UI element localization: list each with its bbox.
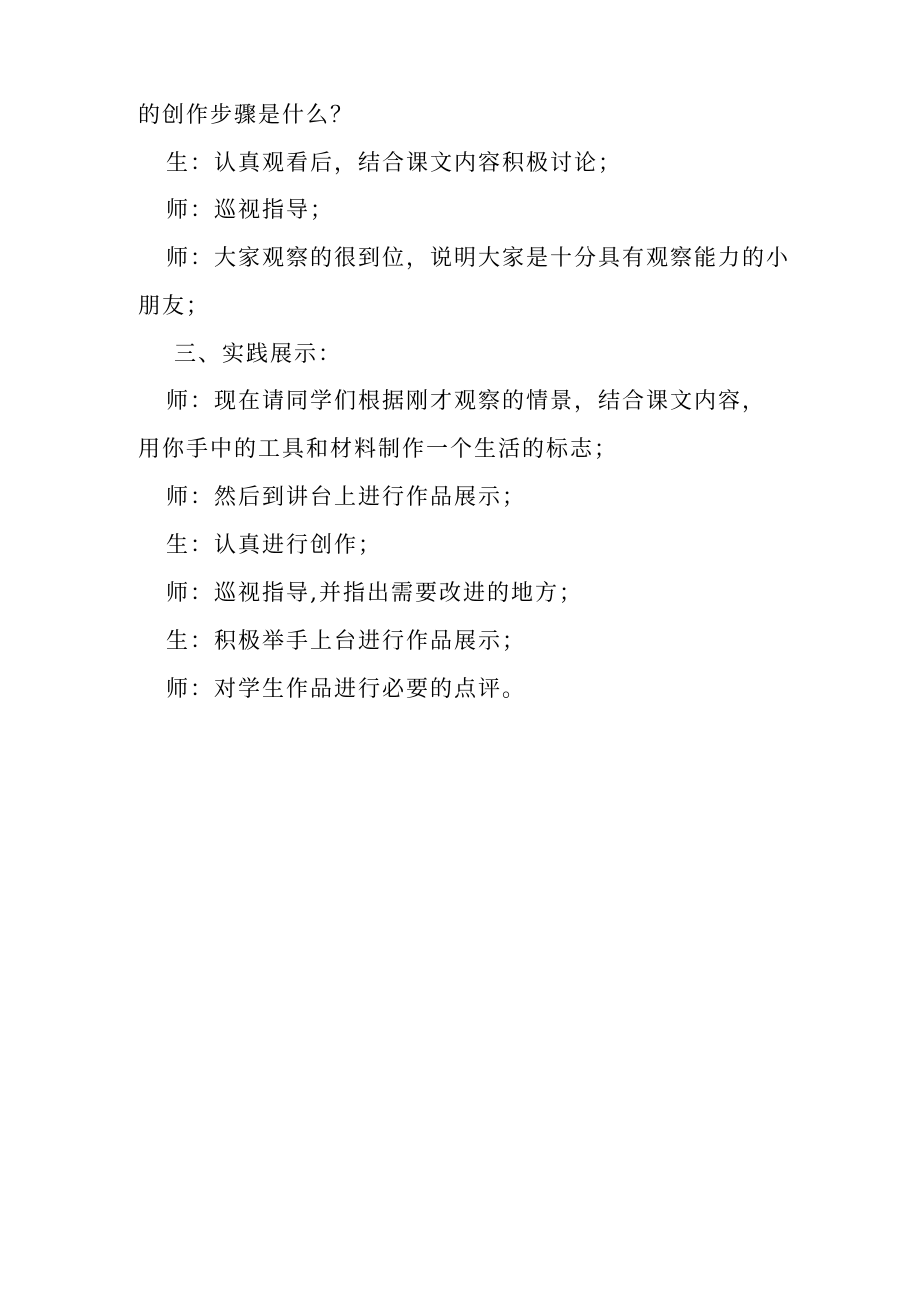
text-line: 生：认真进行创作； bbox=[166, 533, 383, 558]
text-line: 生：积极举手上台进行作品展示； bbox=[166, 629, 527, 654]
text-line: 师：现在请同学们根据刚才观察的情景，结合课文内容， bbox=[166, 389, 767, 414]
text-line: 生：认真观看后，结合课文内容积极讨论； bbox=[166, 151, 623, 176]
text-line: 师：大家观察的很到位，说明大家是十分具有观察能力的小 bbox=[166, 246, 791, 271]
section-heading: 三、实践展示： bbox=[174, 342, 343, 367]
text-line: 师：巡视指导,并指出需要改进的地方； bbox=[166, 581, 583, 606]
text-line: 师：对学生作品进行必要的点评。 bbox=[166, 677, 527, 702]
text-line: 用你手中的工具和材料制作一个生活的标志； bbox=[138, 437, 619, 462]
text-line: 师：巡视指导； bbox=[166, 198, 335, 223]
text-line: 的创作步骤是什么？ bbox=[138, 103, 355, 128]
text-line: 师：然后到讲台上进行作品展示； bbox=[166, 485, 527, 510]
text-line: 朋友； bbox=[138, 294, 211, 319]
